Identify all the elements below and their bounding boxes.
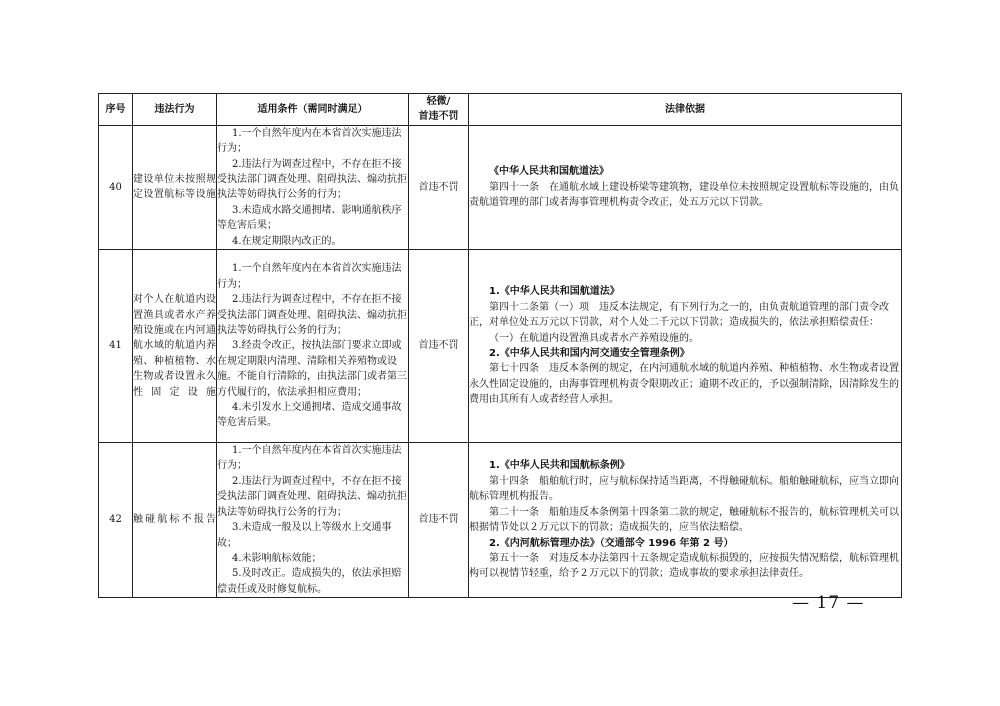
table-row bbox=[99, 250, 902, 443]
condition-item: 1.一个自然年度内在本省首次实施违法行为； bbox=[217, 445, 402, 472]
law-title: 《中华人民共和国航道法》 bbox=[489, 166, 609, 178]
law-article: （一）在航道内设置渔具或者水产养殖设施的。 bbox=[489, 332, 699, 344]
row-penalty-type: 首违不罚 bbox=[409, 250, 469, 443]
condition-item: 2.违法行为调查过程中，不存在拒不接受执法部门调查处理、阻碍执法、煽动抗拒执法等妨碍执行公务的行为； bbox=[217, 475, 407, 518]
law-title: 1.《中华人民共和国航标条例》 bbox=[489, 460, 630, 472]
row-conditions bbox=[217, 125, 409, 249]
condition-item: 4.未引发水上交通拥堵、造成交通事故等危害后果。 bbox=[217, 401, 402, 429]
header-basis: 法律依据 bbox=[469, 94, 902, 126]
row-legal-basis bbox=[469, 250, 902, 443]
row-legal-basis bbox=[469, 443, 902, 598]
row-conditions bbox=[217, 250, 409, 443]
condition-item: 1.一个自然年度内在本省首次实施违法行为； bbox=[217, 127, 402, 155]
row-legal-basis bbox=[469, 125, 902, 249]
row-violation: 对个人在航道内设置渔具或者水产养殖设施或在内河通航水域的航道内养殖、种植植物、水生物或者设置永久性固定设施 bbox=[133, 250, 217, 443]
law-title: 2.《内河航标管理办法》（交通部令 1996 年第 2 号） bbox=[489, 537, 734, 549]
condition-item: 3.经责令改正，按执法部门要求立即或在规定期限内清理、清除相关养殖物或设施。不能自行清除的，由执法部门或者第三方代履行的，依法承担相应费用； bbox=[217, 340, 407, 398]
condition-item: 2.违法行为调查过程中，不存在拒不接受执法部门调查处理、阻碍执法、煽动抗拒执法等妨碍执行公务的行为； bbox=[217, 158, 407, 201]
row-violation: 建设单位未按照规定设置航标等设施 bbox=[133, 125, 217, 249]
law-article: 第二十一条 船舶违反本条例第十四条第二款的规定，触碰航标不报告的，航标管理机关可以根据情节处以２万元以下的罚款；造成损失的，应当依法赔偿。 bbox=[469, 506, 899, 534]
row-penalty-type: 首违不罚 bbox=[409, 125, 469, 249]
law-article: 第五十一条 对违反本办法第四十五条规定造成航标损毁的，应按损失情况赔偿，航标管理机构可以视情节轻重，给予２万元以下的罚款；造成事故的要求承担法律责任。 bbox=[469, 552, 899, 580]
table-row bbox=[99, 125, 902, 249]
row-conditions bbox=[217, 443, 409, 598]
condition-item: 3.未造成一般及以上等级水上交通事故； bbox=[217, 522, 392, 549]
law-title: 1.《中华人民共和国航道法》 bbox=[489, 286, 620, 298]
condition-item: 4.在规定期限内改正的。 bbox=[232, 235, 342, 247]
condition-item: 2.违法行为调查过程中，不存在拒不接受执法部门调查处理、阻碍执法、煽动抗拒执法等妨碍执行公务的行为； bbox=[217, 294, 407, 336]
law-article: 第四十二条第（一）项 违反本法规定，有下列行为之一的，由负责航道管理的部门责令改正，对单位处五万元以下罚款，对个人处二千元以下罚款；造成损失的，依法承担赔偿责任： bbox=[469, 301, 889, 329]
law-title: 2.《中华人民共和国内河交通安全管理条例》 bbox=[489, 348, 690, 360]
condition-item: 4.未影响航标效能； bbox=[232, 552, 322, 564]
law-article: 第十四条 船舶航行时，应与航标保持适当距离，不得触碰航标。船舶触碰航标，应当立即向航标管理机构报告。 bbox=[469, 475, 899, 503]
row-seq: 42 bbox=[99, 443, 133, 598]
law-article: 第七十四条 违反本条例的规定，在内河通航水域的航道内养殖、种植植物、水生物或者设置永久性固定设施的，由海事管理机构责令限期改正；逾期不改正的，予以强制清除，因清除发生的费用由其所有人或者经营人承担。 bbox=[469, 363, 899, 406]
law-article: 第四十一条 在通航水域上建设桥梁等建筑物，建设单位未按照规定设置航标等设施的，由负责航道管理的部门或者海事管理机构责令改正，处五万元以下罚款。 bbox=[469, 181, 899, 209]
header-act: 违法行为 bbox=[133, 94, 217, 126]
penalty-table bbox=[98, 93, 902, 598]
header-seq: 序号 bbox=[99, 94, 133, 126]
table-row bbox=[99, 443, 902, 598]
condition-item: 1.一个自然年度内在本省首次实施违法行为； bbox=[217, 263, 402, 290]
page-number: — 17 — bbox=[792, 593, 865, 613]
condition-item: 3.未造成水路交通拥堵、影响通航秩序等危害后果； bbox=[217, 204, 402, 232]
row-violation: 触碰航标不报告 bbox=[133, 443, 217, 598]
row-seq: 41 bbox=[99, 250, 133, 443]
header-light: 轻微/ 首违不罚 bbox=[409, 94, 469, 126]
row-penalty-type: 首违不罚 bbox=[409, 443, 469, 598]
header-cond: 适用条件（需同时满足） bbox=[217, 94, 409, 126]
header-row bbox=[99, 94, 902, 126]
row-seq: 40 bbox=[99, 125, 133, 249]
condition-item: 5.及时改正。造成损失的，依法承担赔偿责任或及时修复航标。 bbox=[217, 568, 402, 595]
